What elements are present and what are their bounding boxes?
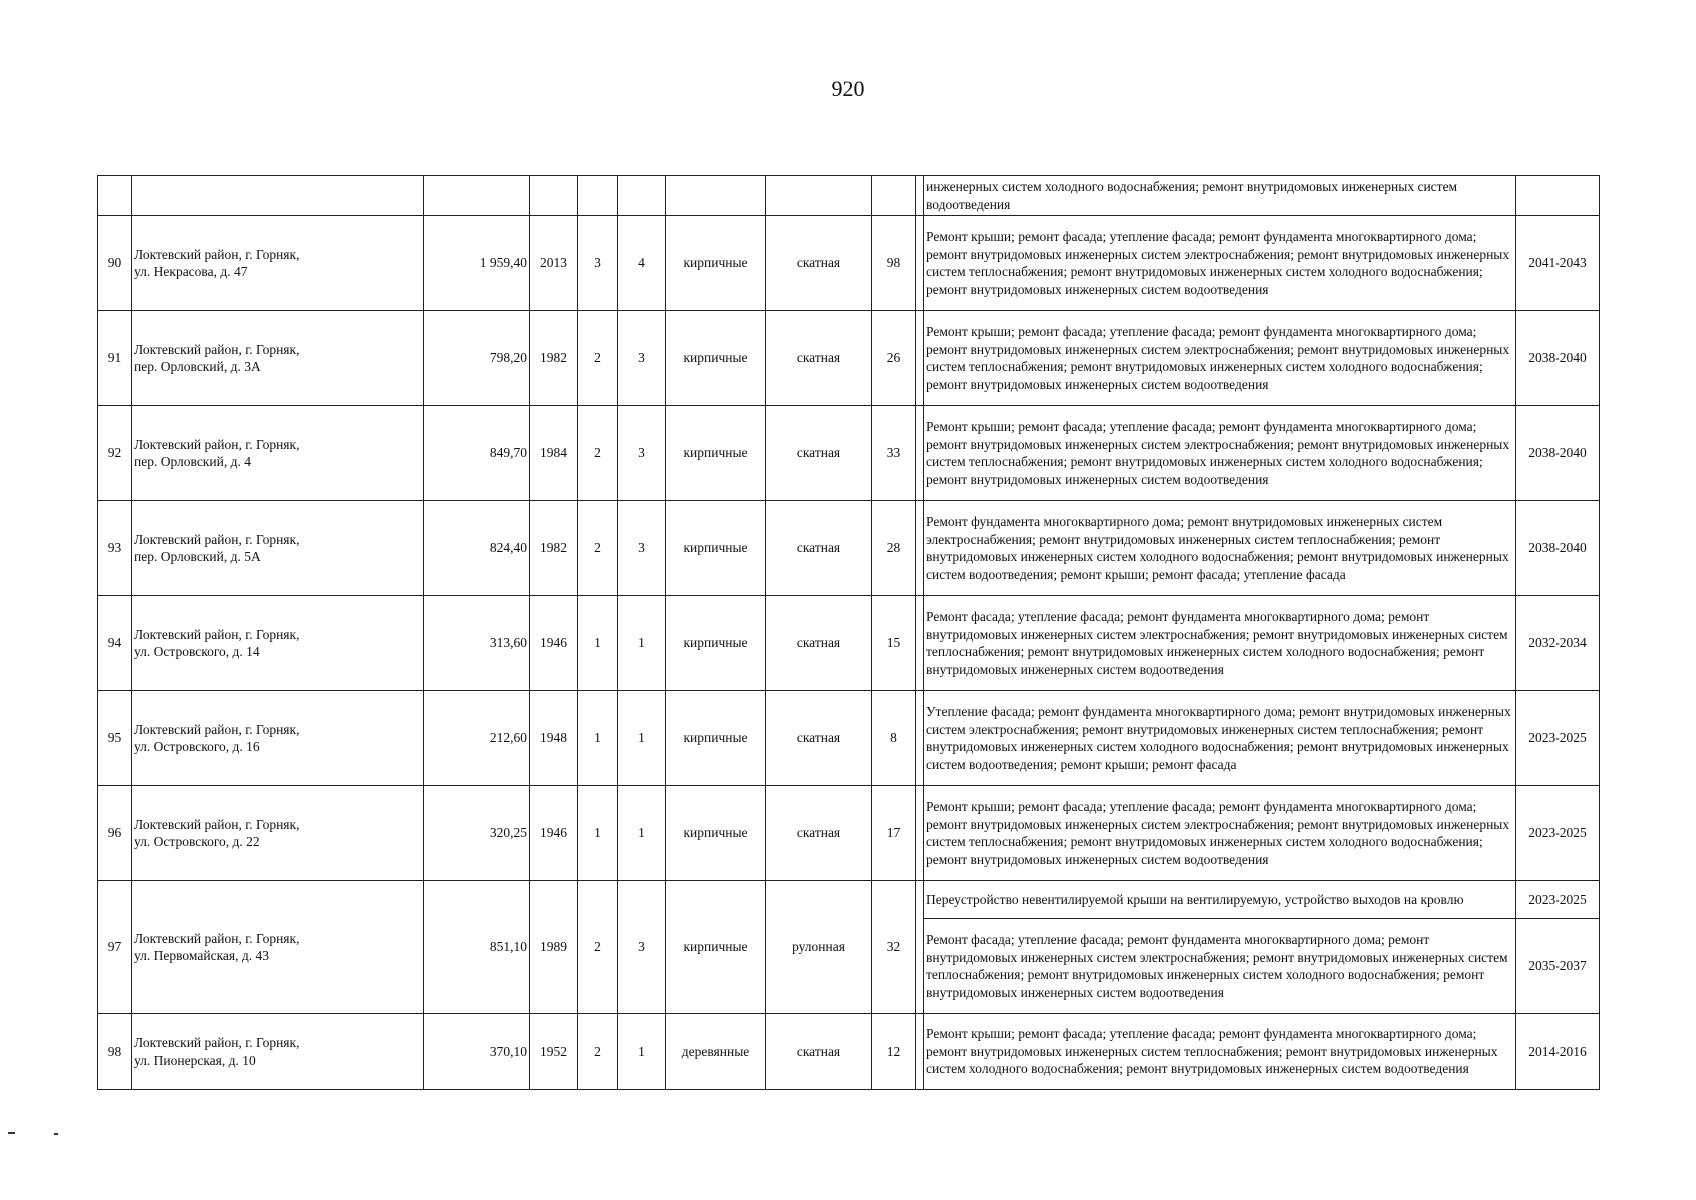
walls-cell: кирпичные xyxy=(666,596,766,691)
address-cell xyxy=(132,596,424,691)
wear-cell: 32 xyxy=(872,881,916,1014)
period-cell: 2014-2016 xyxy=(1516,1014,1600,1090)
entrances-cell: 4 xyxy=(618,216,666,311)
works-cell: Ремонт крыши; ремонт фасада; утепление фасада; ремонт фундамента многоквартирного дома; ремонт внутридомовых инженерных систем электроснабжения; ремонт внутридомовых инженерных систем теплоснабжения; ремонт внутридомовых инженерных систем холодного водоснабжения; ремонт внутридомовых инженерных систем водоотведения xyxy=(924,786,1516,881)
year-cell: 1952 xyxy=(530,1014,578,1090)
wear-cell: 8 xyxy=(872,691,916,786)
address-line-2: пер. Орловский, д. 3А xyxy=(134,359,261,374)
area-cell: 212,60 xyxy=(424,691,530,786)
floors-cell: 1 xyxy=(578,691,618,786)
year-cell: 1982 xyxy=(530,501,578,596)
table-row xyxy=(98,216,1600,311)
roof-cell: скатная xyxy=(766,596,872,691)
entrances-cell: 1 xyxy=(618,786,666,881)
works-cell: Ремонт фасада; утепление фасада; ремонт фундамента многоквартирного дома; ремонт внутридомовых инженерных систем электроснабжения; ремонт внутридомовых инженерных систем теплоснабжения; ремонт внутридомовых инженерных систем холодного водоснабжения; ремонт внутридомовых инженерных систем водоотведения xyxy=(924,919,1516,1014)
floors-cell: 2 xyxy=(578,881,618,1014)
entrances-cell: 3 xyxy=(618,881,666,1014)
period-cell: 2023-2025 xyxy=(1516,786,1600,881)
address-cell xyxy=(132,1014,424,1090)
address-line-1: Локтевский район, г. Горняк, xyxy=(134,531,300,547)
roof-cell: рулонная xyxy=(766,881,872,1014)
row-number: 92 xyxy=(98,406,132,501)
roof-cell: скатная xyxy=(766,406,872,501)
area-cell: 851,10 xyxy=(424,881,530,1014)
wear-cell: 28 xyxy=(872,501,916,596)
period-cell: 2038-2040 xyxy=(1516,311,1600,406)
row-number: 97 xyxy=(98,881,132,1014)
wear-cell: 98 xyxy=(872,216,916,311)
floors-cell: 1 xyxy=(578,786,618,881)
address-cell xyxy=(132,881,424,1014)
period-cell: 2041-2043 xyxy=(1516,216,1600,311)
address-line-1: Локтевский район, г. Горняк, xyxy=(134,626,300,642)
walls-cell: кирпичные xyxy=(666,406,766,501)
address-cell xyxy=(132,406,424,501)
wear-cell: 15 xyxy=(872,596,916,691)
address-line-2: ул. Пионерская, д. 10 xyxy=(134,1052,256,1068)
entrances-cell: 3 xyxy=(618,501,666,596)
floors-cell: 3 xyxy=(578,216,618,311)
table-row xyxy=(98,1014,1600,1090)
walls-cell: деревянные xyxy=(666,1014,766,1090)
row-number: 90 xyxy=(98,216,132,311)
works-cell: Ремонт крыши; ремонт фасада; утепление фасада; ремонт фундамента многоквартирного дома; ремонт внутридомовых инженерных систем теплоснабжения; ремонт внутридомовых инженерных систем холодного водоснабжения; ремонт внутридомовых инженерных систем водоотведения xyxy=(924,1014,1516,1090)
table-row-continuation xyxy=(98,176,1600,216)
area-cell: 824,40 xyxy=(424,501,530,596)
floors-cell: 1 xyxy=(578,596,618,691)
area-cell: 370,10 xyxy=(424,1014,530,1090)
roof-cell: скатная xyxy=(766,216,872,311)
address-cell xyxy=(132,786,424,881)
address-line-1: Локтевский район, г. Горняк, xyxy=(134,930,300,946)
period-cell: 2023-2025 xyxy=(1516,881,1600,919)
table-row xyxy=(98,881,1600,919)
area-cell: 1 959,40 xyxy=(424,216,530,311)
works-cell: Переустройство невентилируемой крыши на вентилируемую, устройство выходов на кровлю xyxy=(924,881,1516,919)
works-cell: Ремонт крыши; ремонт фасада; утепление фасада; ремонт фундамента многоквартирного дома; ремонт внутридомовых инженерных систем электроснабжения; ремонт внутридомовых инженерных систем теплоснабжения; ремонт внутридомовых инженерных систем холодного водоснабжения; ремонт внутридомовых инженерных систем водоотведения xyxy=(924,216,1516,311)
table-row xyxy=(98,691,1600,786)
period-cell: 2038-2040 xyxy=(1516,501,1600,596)
roof-cell: скатная xyxy=(766,1014,872,1090)
address-line-2: ул. Островского, д. 22 xyxy=(134,834,260,849)
area-cell: 313,60 xyxy=(424,596,530,691)
wear-cell: 26 xyxy=(872,311,916,406)
walls-cell: кирпичные xyxy=(666,501,766,596)
address-line-1: Локтевский район, г. Горняк, xyxy=(134,246,300,262)
address-cell xyxy=(132,216,424,311)
floors-cell: 2 xyxy=(578,311,618,406)
table-body xyxy=(98,176,1600,1090)
address-line-2: ул. Островского, д. 14 xyxy=(134,644,260,659)
works-cell: Ремонт крыши; ремонт фасада; утепление фасада; ремонт фундамента многоквартирного дома; ремонт внутридомовых инженерных систем электроснабжения; ремонт внутридомовых инженерных систем теплоснабжения; ремонт внутридомовых инженерных систем холодного водоснабжения; ремонт внутридомовых инженерных систем водоотведения xyxy=(924,311,1516,406)
period-cell: 2023-2025 xyxy=(1516,691,1600,786)
roof-cell: скатная xyxy=(766,311,872,406)
period-cell: 2032-2034 xyxy=(1516,596,1600,691)
wear-cell: 12 xyxy=(872,1014,916,1090)
floors-cell: 2 xyxy=(578,1014,618,1090)
scan-speck xyxy=(8,1132,15,1134)
address-line-1: Локтевский район, г. Горняк, xyxy=(134,816,300,832)
period-cell: 2038-2040 xyxy=(1516,406,1600,501)
table-row xyxy=(98,311,1600,406)
year-cell: 1984 xyxy=(530,406,578,501)
row-number: 95 xyxy=(98,691,132,786)
table-row xyxy=(98,501,1600,596)
entrances-cell: 1 xyxy=(618,1014,666,1090)
period-cell: 2035-2037 xyxy=(1516,919,1600,1014)
floors-cell: 2 xyxy=(578,406,618,501)
wear-cell: 17 xyxy=(872,786,916,881)
year-cell: 1948 xyxy=(530,691,578,786)
address-line-1: Локтевский район, г. Горняк, xyxy=(134,341,300,357)
row-number: 91 xyxy=(98,311,132,406)
address-line-1: Локтевский район, г. Горняк, xyxy=(134,436,300,452)
area-cell: 798,20 xyxy=(424,311,530,406)
year-cell: 1989 xyxy=(530,881,578,1014)
table-row xyxy=(98,596,1600,691)
entrances-cell: 3 xyxy=(618,311,666,406)
area-cell: 849,70 xyxy=(424,406,530,501)
address-line-1: Локтевский район, г. Горняк, xyxy=(134,721,300,737)
wear-cell: 33 xyxy=(872,406,916,501)
roof-cell: скатная xyxy=(766,501,872,596)
address-cell xyxy=(132,501,424,596)
works-cell: Ремонт фасада; утепление фасада; ремонт фундамента многоквартирного дома; ремонт внутридомовых инженерных систем электроснабжения; ремонт внутридомовых инженерных систем теплоснабжения; ремонт внутридомовых инженерных систем холодного водоснабжения; ремонт внутридомовых инженерных систем водоотведения xyxy=(924,596,1516,691)
address-line-2: ул. Первомайская, д. 43 xyxy=(134,948,269,963)
address-line-2: пер. Орловский, д. 5А xyxy=(134,549,261,564)
year-cell: 1946 xyxy=(530,596,578,691)
walls-cell: кирпичные xyxy=(666,216,766,311)
address-line-2: ул. Островского, д. 16 xyxy=(134,739,260,754)
address-cell xyxy=(132,311,424,406)
year-cell: 2013 xyxy=(530,216,578,311)
row-number: 93 xyxy=(98,501,132,596)
scan-speck xyxy=(54,1133,58,1135)
row-number: 98 xyxy=(98,1014,132,1090)
address-line-2: пер. Орловский, д. 4 xyxy=(134,454,251,469)
walls-cell: кирпичные xyxy=(666,881,766,1014)
address-cell xyxy=(132,691,424,786)
year-cell: 1982 xyxy=(530,311,578,406)
address-line-2: ул. Некрасова, д. 47 xyxy=(134,264,248,279)
entrances-cell: 1 xyxy=(618,691,666,786)
walls-cell: кирпичные xyxy=(666,691,766,786)
area-cell: 320,25 xyxy=(424,786,530,881)
row-number: 94 xyxy=(98,596,132,691)
capital-repair-table xyxy=(97,175,1600,1090)
roof-cell: скатная xyxy=(766,786,872,881)
year-cell: 1946 xyxy=(530,786,578,881)
table-row xyxy=(98,786,1600,881)
works-cell: Ремонт крыши; ремонт фасада; утепление фасада; ремонт фундамента многоквартирного дома; ремонт внутридомовых инженерных систем электроснабжения; ремонт внутридомовых инженерных систем теплоснабжения; ремонт внутридомовых инженерных систем холодного водоснабжения; ремонт внутридомовых инженерных систем водоотведения xyxy=(924,406,1516,501)
walls-cell: кирпичные xyxy=(666,311,766,406)
table-row xyxy=(98,406,1600,501)
entrances-cell: 1 xyxy=(618,596,666,691)
floors-cell: 2 xyxy=(578,501,618,596)
works-cell: Утепление фасада; ремонт фундамента многоквартирного дома; ремонт внутридомовых инженерных систем электроснабжения; ремонт внутридомовых инженерных систем теплоснабжения; ремонт внутридомовых инженерных систем холодного водоснабжения; ремонт внутридомовых инженерных систем водоотведения; ремонт крыши; ремонт фасада xyxy=(924,691,1516,786)
address-line-1: Локтевский район, г. Горняк, xyxy=(134,1035,300,1050)
row-number: 96 xyxy=(98,786,132,881)
walls-cell: кирпичные xyxy=(666,786,766,881)
roof-cell: скатная xyxy=(766,691,872,786)
entrances-cell: 3 xyxy=(618,406,666,501)
works-cell: инженерных систем холодного водоснабжения; ремонт внутридомовых инженерных систем водоотведения xyxy=(924,176,1516,216)
works-cell: Ремонт фундамента многоквартирного дома; ремонт внутридомовых инженерных систем электроснабжения; ремонт внутридомовых инженерных систем теплоснабжения; ремонт внутридомовых инженерных систем холодного водоснабжения; ремонт внутридомовых инженерных систем водоотведения; ремонт крыши; ремонт фасада; утепление фасада xyxy=(924,501,1516,596)
page-number: 920 xyxy=(831,76,865,101)
